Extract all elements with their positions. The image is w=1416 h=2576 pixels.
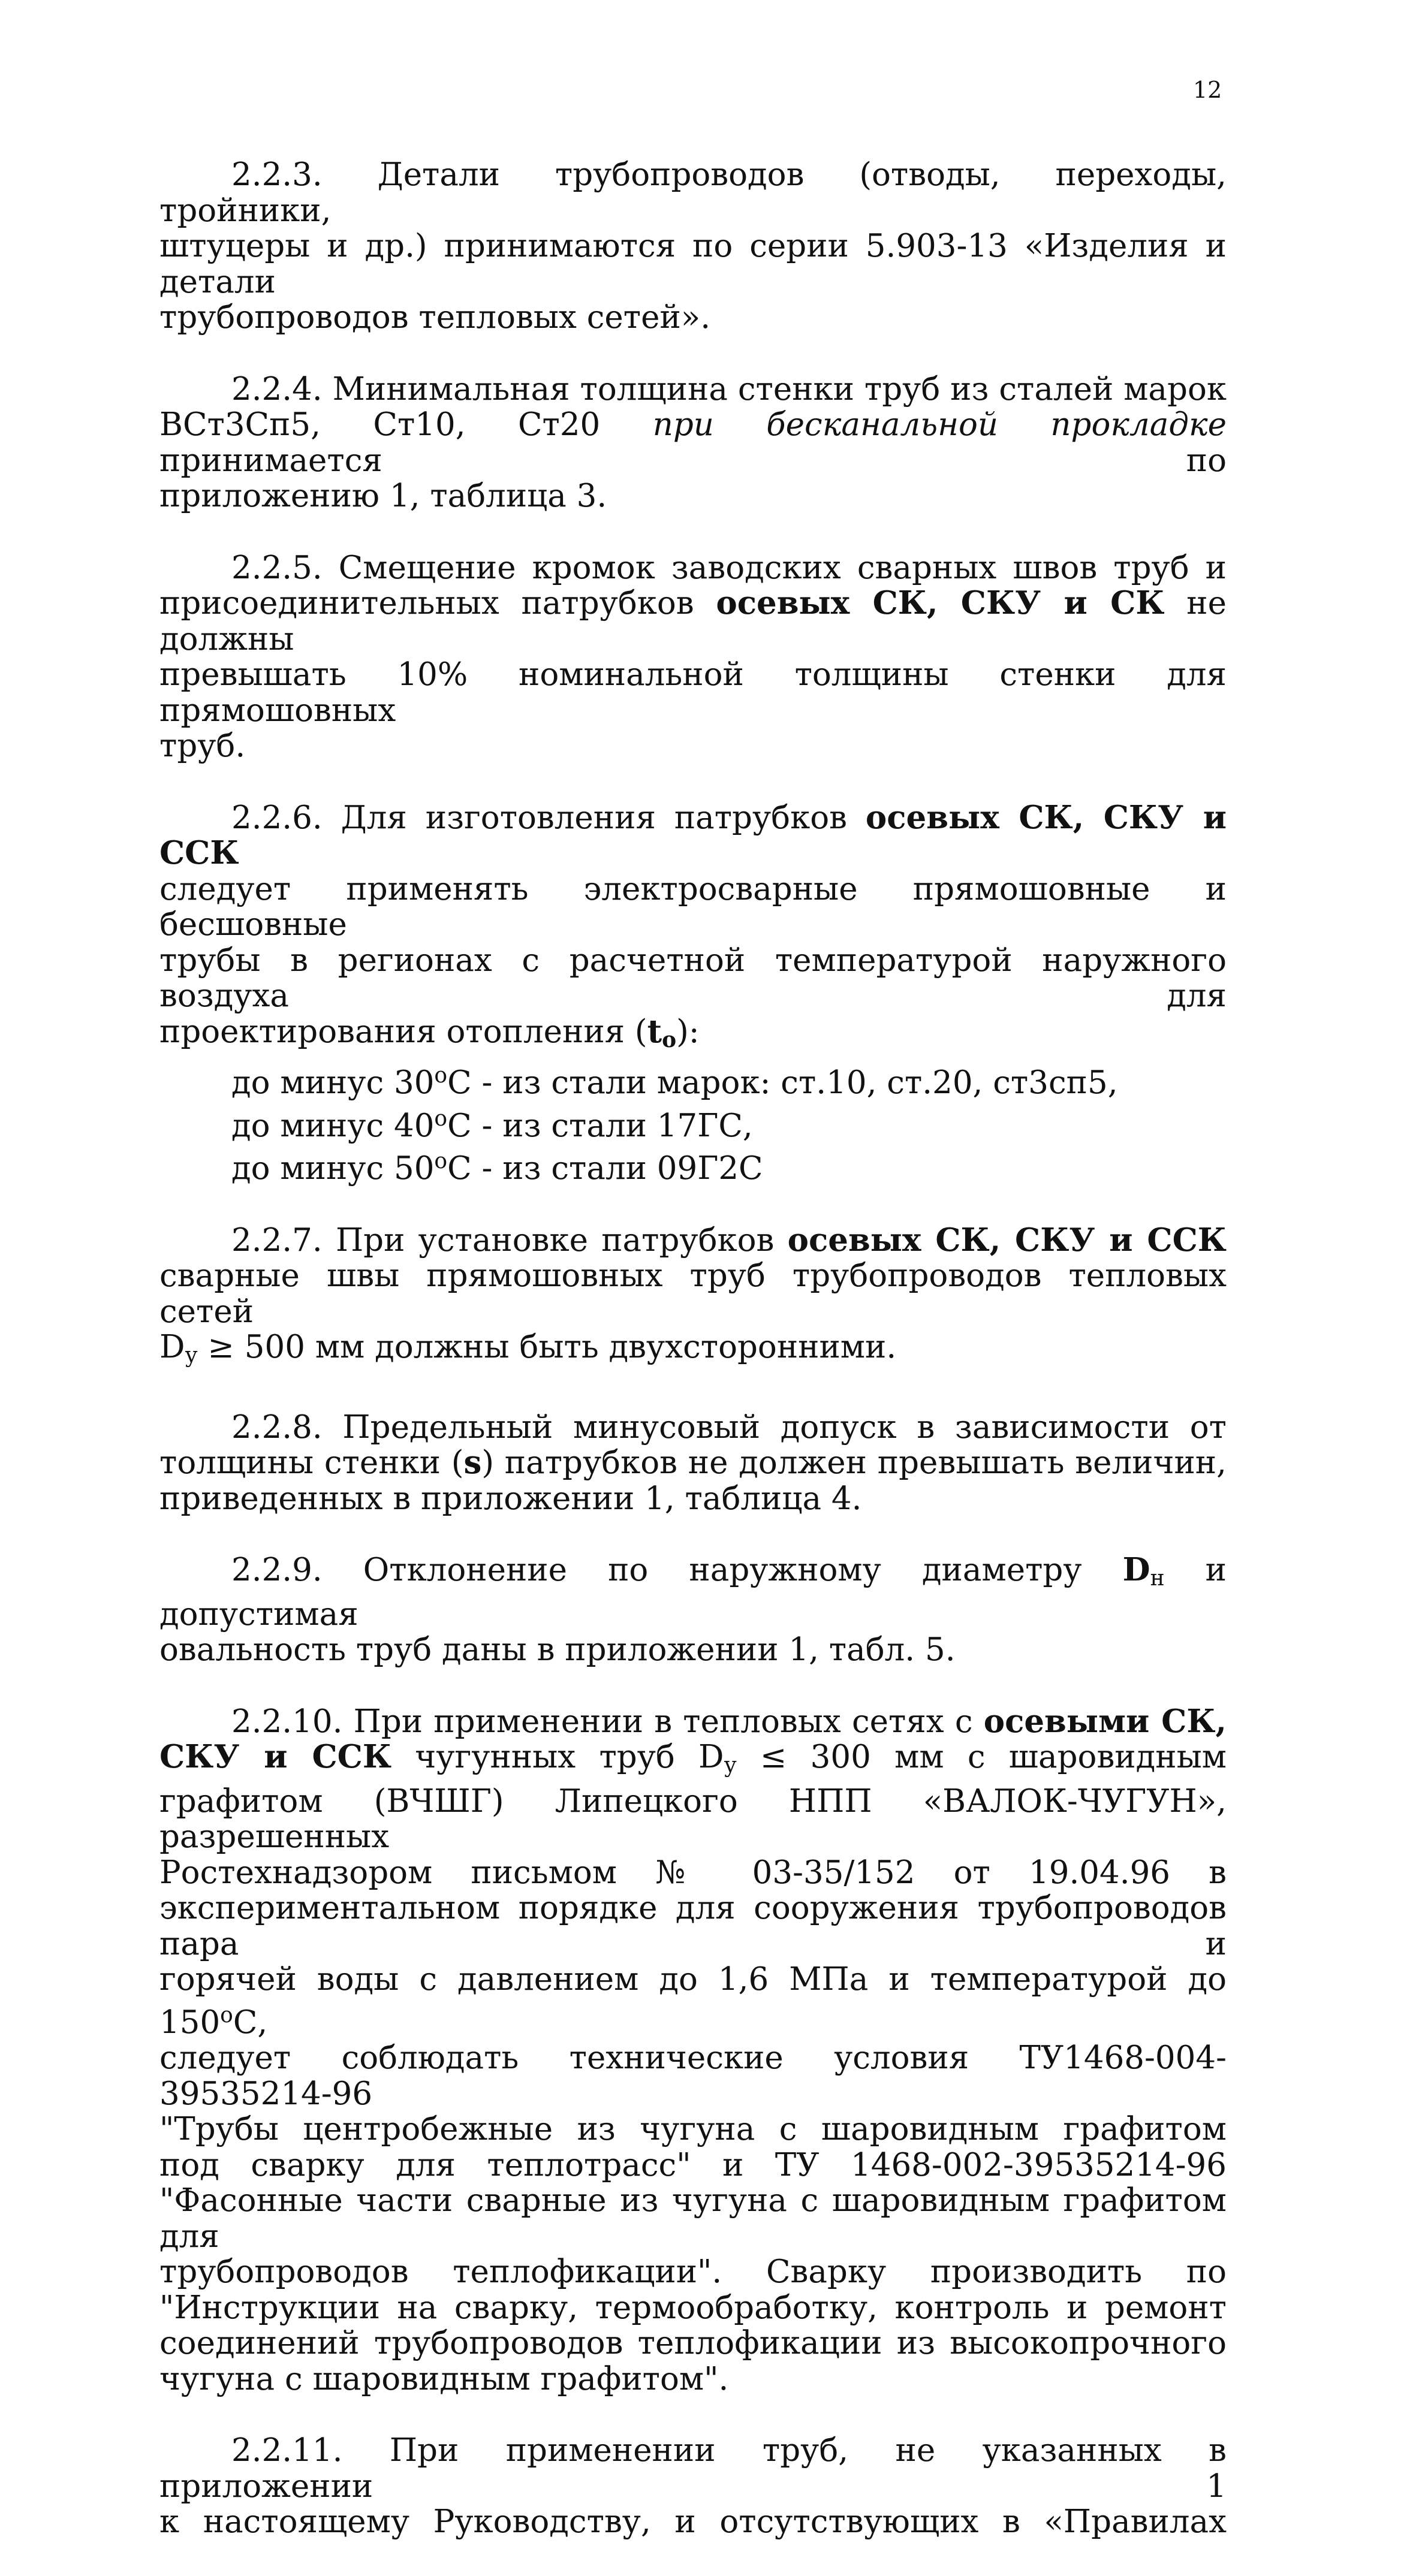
- text-line: "Инструкции на сварку, термообработку, контроль и ремонт: [159, 2289, 1227, 2326]
- page-number: 12: [1193, 77, 1222, 103]
- text-line: Ростехнадзором письмом № 03-35/152 от 19.04.96 в: [159, 1854, 1227, 1891]
- text-line: "Фасонные части сварные из чугуна с шаровидным графитом для: [159, 2182, 1227, 2255]
- bold-text: t: [647, 1012, 662, 1050]
- text-line: [159, 1445, 1227, 1481]
- bold-text: D: [1122, 1551, 1150, 1588]
- text-line: "Трубы центробежные из чугуна с шаровидным графитом: [159, 2111, 1227, 2147]
- paragraph-2-2-7: [159, 1223, 1227, 1374]
- text-run: чугунных труб D: [391, 1739, 724, 1775]
- text-line: [159, 1014, 1227, 1058]
- text-line: 2.2.8. Предельный минусовый допуск в зависимости от: [231, 1408, 1227, 1446]
- text-run: до минус 50: [231, 1150, 435, 1187]
- text-run: толщины стенки (: [159, 1444, 464, 1481]
- text-line: [159, 586, 1227, 657]
- text-run: С - из стали 09Г2С: [447, 1150, 763, 1187]
- text-run: ):: [676, 1013, 700, 1050]
- text-line: [159, 1552, 1227, 1632]
- text-line: графитом (ВЧШГ) Липецкого НПП «ВАЛОК-ЧУГУН», разрешенных: [159, 1782, 1227, 1855]
- paragraph-2-2-6: [159, 800, 1227, 1187]
- text-line: 2.2.5. Смещение кромок заводских сварных швов труб и: [231, 549, 1227, 586]
- bold-text: осевых СК, СКУ и СК: [716, 584, 1165, 622]
- text-run: и допустимая: [159, 1552, 1227, 1633]
- italic-text: при бесканальной прокладке: [652, 406, 1227, 443]
- bold-text: осевых СК, СКУ и ССК: [159, 798, 1227, 871]
- text-line: [159, 1739, 1227, 1784]
- text-run: С - из стали 17ГС,: [447, 1107, 753, 1144]
- text-run: 2.2.6. Для изготовления патрубков: [231, 799, 866, 836]
- text-line: [159, 1329, 1227, 1374]
- superscript: о: [220, 2002, 233, 2028]
- paragraph-2-2-9: [159, 1552, 1227, 1668]
- text-line: [159, 1144, 1227, 1187]
- text-line: приложению 1, таблица 3.: [159, 478, 607, 514]
- text-line: штуцеры и др.) принимаются по серии 5.903-13 «Изделия и детали: [159, 228, 1227, 300]
- text-line: трубопроводов теплофикации". Сварку производить по: [159, 2254, 1227, 2290]
- text-line: труб.: [159, 728, 246, 764]
- text-line: [159, 1058, 1227, 1101]
- text-run: ≥ 500 мм должны быть двухсторонними.: [197, 1329, 897, 1365]
- text-line: 2.2.3. Детали трубопроводов (отводы, переходы, тройники,: [159, 156, 1227, 229]
- bold-text: осевыми СК,: [983, 1702, 1227, 1740]
- paragraph-2-2-5: [159, 550, 1227, 764]
- text-run: присоединительных патрубков: [159, 585, 716, 622]
- subscript: у: [724, 1753, 737, 1778]
- text-run: проектирования отопления (: [159, 1013, 647, 1050]
- text-run: до минус 30: [231, 1064, 435, 1101]
- text-run: ) патрубков не должен превышать величин,: [481, 1444, 1227, 1481]
- text-line: следует соблюдать технические условия ТУ1468-004-39535214-96: [159, 2040, 1227, 2112]
- text-run: принимается по: [159, 442, 1227, 479]
- paragraph-2-2-11: [159, 2433, 1227, 2540]
- text-line: трубы в регионах с расчетной температурой наружного воздуха для: [159, 942, 1227, 1014]
- paragraph-2-2-8: [159, 1410, 1227, 1517]
- text-line: следует применять электросварные прямошовные и бесшовные: [159, 870, 1227, 943]
- text-line: приведенных в приложении 1, таблица 4.: [159, 1480, 862, 1517]
- bold-text: осевых СК, СКУ и ССК: [787, 1221, 1227, 1259]
- text-run: 2.2.10. При применении в тепловых сетях с: [231, 1703, 984, 1740]
- text-run: не должны: [159, 585, 1227, 657]
- paragraph-2-2-4: [159, 372, 1227, 514]
- text-line: сварные швы прямошовных труб трубопроводов тепловых сетей: [159, 1257, 1227, 1330]
- text-line: [159, 407, 1227, 478]
- text-line: чугуна с шаровидным графитом".: [159, 2360, 729, 2397]
- text-run: С - из стали марок: ст.10, ст.20, ст3сп5,: [447, 1064, 1118, 1101]
- text-line: трубопроводов тепловых сетей».: [159, 299, 711, 336]
- text-run: 2.2.9. Отклонение по наружному диаметру: [231, 1552, 1123, 1588]
- text-line: под сварку для теплотрасс" и ТУ 1468-002-39535214-96: [159, 2146, 1227, 2183]
- document-body: [159, 157, 1227, 2576]
- superscript: о: [434, 1106, 448, 1131]
- text-line: превышать 10% номинальной толщины стенки для прямошовных: [159, 656, 1227, 729]
- paragraph-2-2-10: [159, 1704, 1227, 2397]
- subscript: o: [662, 1027, 677, 1052]
- subscript: н: [1150, 1566, 1165, 1591]
- text-run: горячей воды с давлением до 1,6 МПа и температурой до 150: [159, 1961, 1227, 2041]
- subscript: у: [185, 1343, 198, 1368]
- paragraph-2-2-3: [159, 157, 1227, 336]
- text-run: С,: [233, 2004, 268, 2041]
- superscript: о: [434, 1063, 448, 1088]
- text-run: ≤ 300 мм с шаровидным: [736, 1739, 1227, 1775]
- text-run: D: [159, 1329, 185, 1365]
- text-run: 2.2.7. При установке патрубков: [231, 1221, 788, 1259]
- text-line: [159, 1704, 1227, 1740]
- text-line: [159, 1962, 1227, 2040]
- text-line: соединений трубопроводов теплофикации из высокопрочного: [159, 2325, 1227, 2361]
- text-line: к настоящему Руководству, и отсутствующих в «Правилах: [159, 2503, 1227, 2540]
- text-line: экспериментальном порядке для сооружения трубопроводов пара и: [159, 1890, 1227, 1962]
- bold-text: СКУ и ССК: [159, 1738, 392, 1775]
- text-line: 2.2.11. При применении труб, не указанных в приложении 1: [159, 2432, 1227, 2505]
- text-run: ВСт3Сп5, Ст10, Ст20: [159, 406, 653, 443]
- bold-text: s: [463, 1444, 482, 1481]
- text-line: овальность труб даны в приложении 1, табл. 5.: [159, 1631, 956, 1668]
- text-line: [159, 800, 1227, 871]
- text-run: до минус 40: [231, 1107, 435, 1144]
- superscript: о: [434, 1149, 448, 1174]
- text-line: 2.2.4. Минимальная толщина стенки труб из сталей марок: [231, 370, 1227, 408]
- text-line: [159, 1223, 1227, 1259]
- text-line: [159, 1101, 1227, 1144]
